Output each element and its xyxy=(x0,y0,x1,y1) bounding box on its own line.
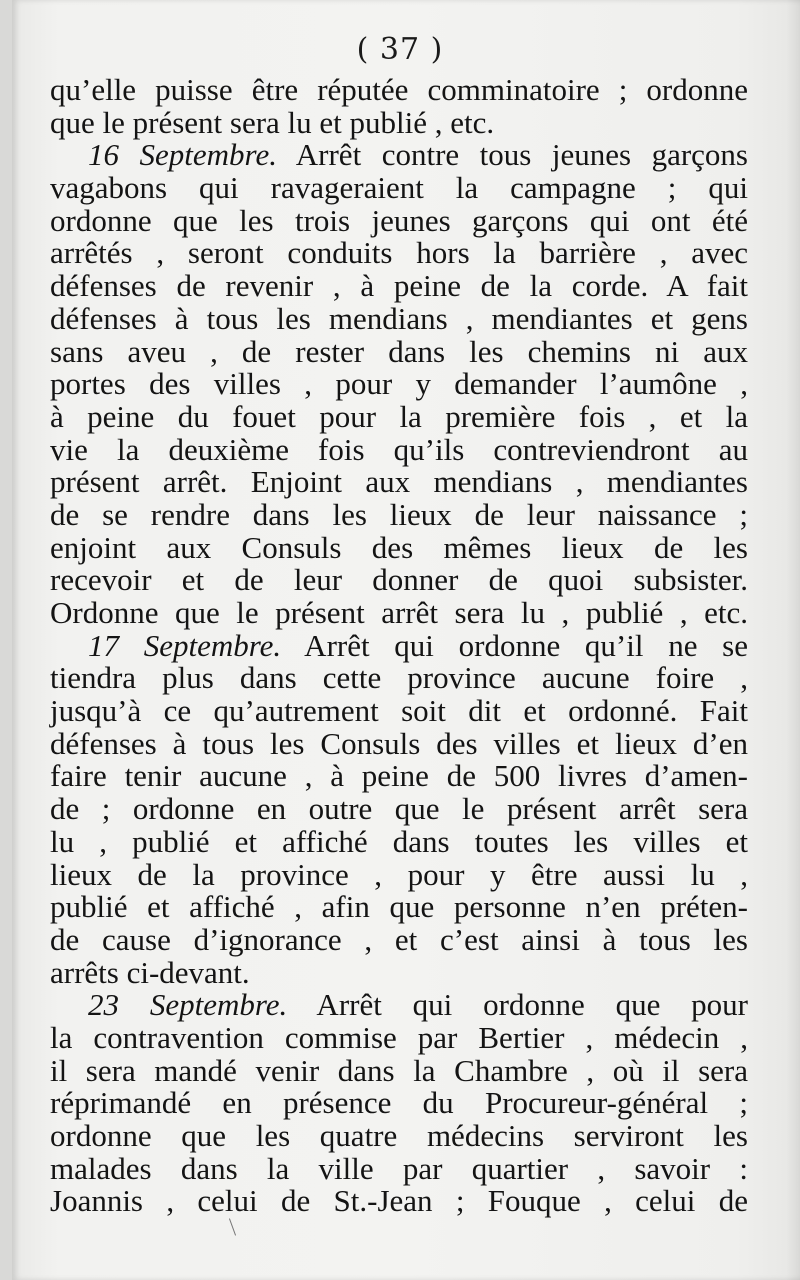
text-line xyxy=(50,662,748,695)
line-text: la contravention commise par Bertier , médecin , xyxy=(50,1019,748,1055)
text-line xyxy=(50,496,748,532)
text-line xyxy=(50,921,748,957)
text-line xyxy=(50,431,748,467)
line-text: vie la deuxième fois qu’ils contreviendront au xyxy=(50,431,748,467)
entry-date: 17 Septembre. xyxy=(88,627,282,663)
page-body-text xyxy=(50,74,748,1218)
text-line xyxy=(50,237,748,270)
line-text: lu , publié et affiché dans toutes les villes et xyxy=(50,823,748,859)
text-line xyxy=(50,954,748,990)
text-line xyxy=(50,725,748,761)
page-edge-shadow xyxy=(786,0,800,1280)
line-text: arrêtés , seront conduits hors la barrière , avec xyxy=(50,235,748,271)
text-line xyxy=(50,202,748,238)
entry-date: 16 Septembre. xyxy=(88,137,277,173)
line-text: Arrêt qui ordonne qu’il ne se xyxy=(281,627,748,663)
line-text: portes des villes , pour y demander l’aumône , xyxy=(50,366,748,402)
line-text: qu’elle puisse être réputée comminatoire ; ordonne xyxy=(50,72,748,107)
text-line xyxy=(50,529,748,565)
line-text: malades dans la ville par quartier , savoir : xyxy=(50,1150,748,1186)
line-text: de se rendre dans les lieux de leur naissance ; xyxy=(50,496,748,532)
text-line xyxy=(50,1052,748,1088)
line-text: Arrêt qui ordonne que pour xyxy=(287,987,748,1023)
line-text: de cause d’ignorance , et c’est ainsi à tous les xyxy=(50,921,748,957)
line-text: Arrêt contre tous jeunes garçons xyxy=(276,137,748,173)
text-line xyxy=(50,760,748,793)
text-line xyxy=(50,1087,748,1120)
line-text: ordonne que les trois jeunes garçons qui ont été xyxy=(50,202,748,238)
line-text: faire tenir aucune , à peine de 500 livres d’amen- xyxy=(50,758,748,794)
text-line xyxy=(50,466,748,499)
line-text: enjoint aux Consuls des mêmes lieux de les xyxy=(50,529,748,565)
line-text: défenses de revenir , à peine de la corde. A fait xyxy=(50,268,748,304)
line-text: tiendra plus dans cette province aucune foire , xyxy=(50,660,748,696)
text-line xyxy=(50,104,748,140)
line-text: réprimandé en présence du Procureur-général ; xyxy=(50,1085,748,1121)
line-text: ordonne que les quatre médecins serviront les xyxy=(50,1118,748,1153)
text-line xyxy=(50,1185,748,1218)
line-text: vagabons qui ravageraient la campagne ; qui xyxy=(50,170,748,206)
entry-date: 23 Septembre. xyxy=(88,987,288,1023)
text-line xyxy=(50,793,748,826)
line-text: Ordonne que le présent arrêt sera lu , publié , etc. xyxy=(50,595,748,630)
line-text: il sera mandé venir dans la Chambre , où il sera xyxy=(50,1052,748,1088)
text-line xyxy=(50,1150,748,1186)
line-text: sans aveu , de rester dans les chemins ni aux xyxy=(50,333,748,369)
text-line xyxy=(50,398,748,434)
text-line xyxy=(50,333,748,369)
text-line xyxy=(50,270,748,303)
text-line xyxy=(50,627,748,663)
line-text: présent arrêt. Enjoint aux mendians , mendiantes xyxy=(50,464,748,500)
line-text: publié et affiché , afin que personne n’en préten- xyxy=(50,889,748,925)
text-line xyxy=(50,172,748,205)
text-line xyxy=(50,1120,748,1153)
line-text: défenses à tous les mendians , mendiantes et gens xyxy=(50,300,748,336)
text-line xyxy=(50,856,748,892)
text-line xyxy=(50,74,748,107)
line-text: recevoir et de leur donner de quoi subsister. xyxy=(50,562,748,598)
text-line xyxy=(50,597,748,630)
line-text: que le présent sera lu et publié , etc. xyxy=(50,104,495,140)
text-line xyxy=(50,823,748,859)
text-line xyxy=(50,564,748,597)
line-text: arrêts ci-devant. xyxy=(50,954,250,990)
line-text: défenses à tous les Consuls des villes et lieux d’en xyxy=(50,725,748,761)
text-line xyxy=(50,139,748,172)
text-line xyxy=(50,695,748,728)
line-text: jusqu’à ce qu’autrement soit dit et ordonné. Fait xyxy=(50,693,748,729)
line-text: Joannis , celui de St.-Jean ; Fouque , celui de xyxy=(50,1183,748,1219)
line-text: lieux de la province , pour y être aussi lu , xyxy=(50,856,748,892)
text-line xyxy=(50,1019,748,1055)
page-number: ( 37 ) xyxy=(356,32,444,67)
text-line xyxy=(50,368,748,401)
text-line xyxy=(50,891,748,924)
line-text: à peine du fouet pour la première fois , et la xyxy=(50,398,748,434)
text-line xyxy=(50,989,748,1022)
text-line xyxy=(50,300,748,336)
line-text: de ; ordonne en outre que le présent arrêt sera xyxy=(50,791,748,827)
